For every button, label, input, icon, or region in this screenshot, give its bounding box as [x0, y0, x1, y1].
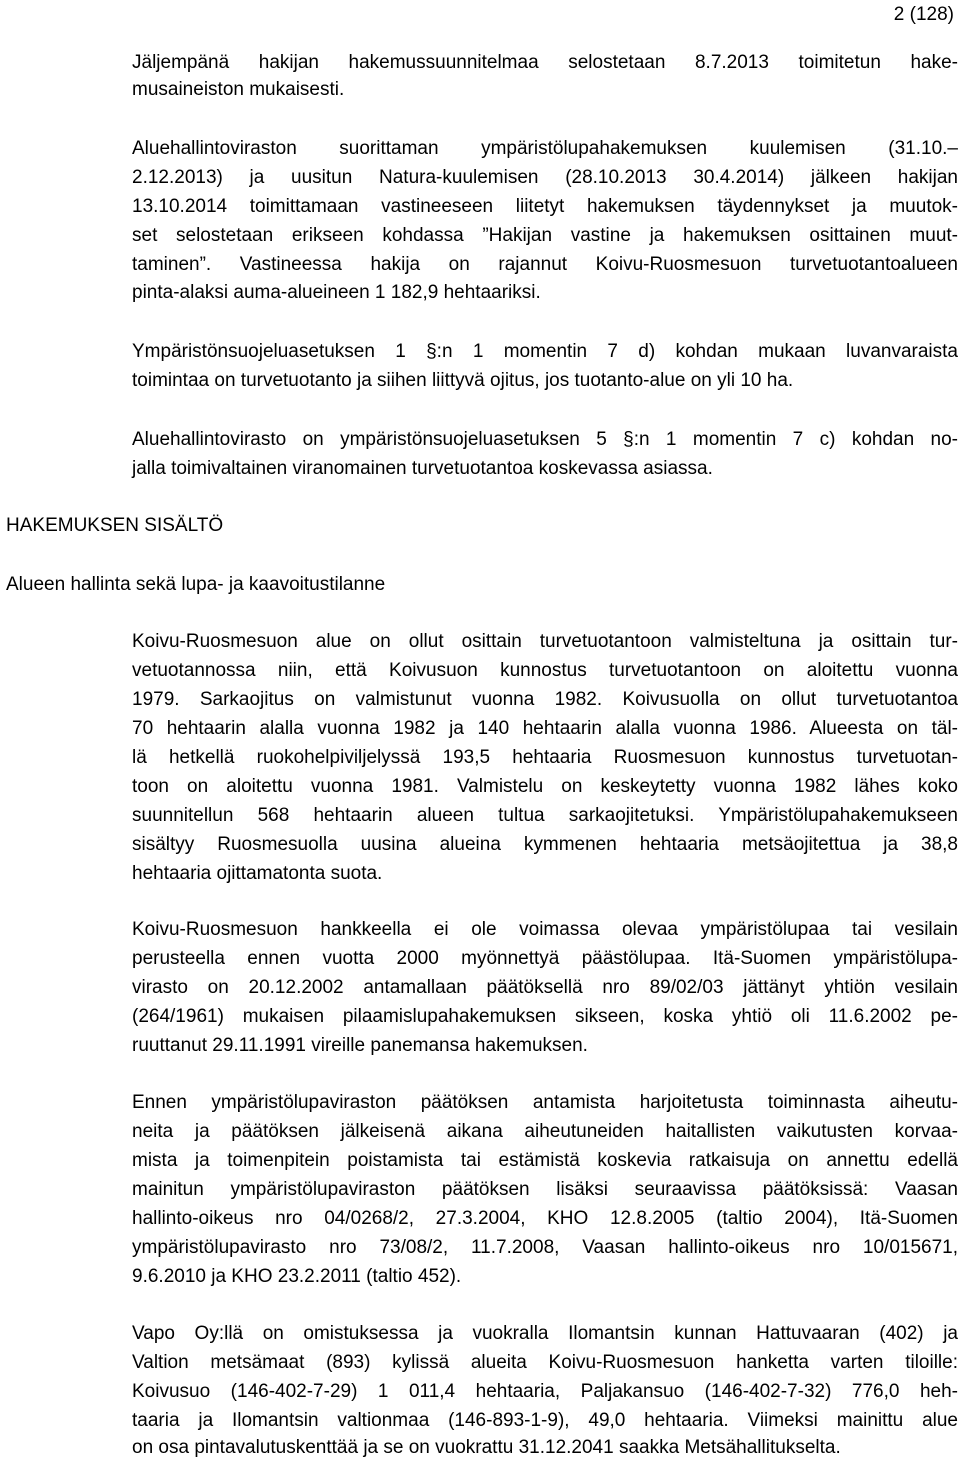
text-line: 2.12.2013) ja uusitun Natura-kuulemisen (28.10.2013 30.4.2014) jälkeen hakijan: [132, 167, 958, 188]
text-line: neita ja päätöksen jälkeisenä aikana aiheutuneiden haitallisten vaikutusten korvaa-: [132, 1121, 958, 1142]
text-line: ympäristölupavirasto nro 73/08/2, 11.7.2008, Vaasan hallinto-oikeus nro 10/015671,: [132, 1237, 958, 1258]
text-line: Ympäristönsuojeluasetuksen 1 §:n 1 momentin 7 d) kohdan mukaan luvanvaraista: [132, 341, 958, 362]
text-line: toimintaa on turvetuotanto ja siihen liittyvä ojitus, jos tuotanto-alue on yli 10 ha.: [132, 370, 794, 391]
text-line: lä hetkellä ruokohelpiviljelyssä 193,5 hehtaaria Ruosmesuon kunnostus turvetuotan-: [132, 747, 958, 768]
text-line: mista ja toimenpitein poistamista tai estämistä koskevia ratkaisuja on annettu edellä: [132, 1150, 958, 1171]
text-line: virasto on 20.12.2002 antamallaan päätöksellä nro 89/02/03 jättänyt yhtiön vesilain: [132, 977, 958, 998]
text-line: 1979. Sarkaojitus on valmistunut vuonna 1982. Koivusuolla on ollut turvetuotantoa: [132, 689, 958, 710]
text-line: set selostetaan erikseen kohdassa ”Hakijan vastine ja hakemuksen osittainen muut-: [132, 225, 958, 246]
text-line: 13.10.2014 toimittamaan vastineeseen liitetyt hakemuksen täydennykset ja muutok-: [132, 196, 958, 217]
text-line: 70 hehtaarin alalla vuonna 1982 ja 140 hehtaarin alalla vuonna 1986. Alueesta on täl-: [132, 718, 958, 739]
text-line: hehtaaria ojittamatonta suota.: [132, 863, 383, 884]
subheading: Alueen hallinta sekä lupa- ja kaavoitustilanne: [6, 574, 386, 595]
section-heading: HAKEMUKSEN SISÄLTÖ: [6, 515, 224, 536]
page-number: 2 (128): [893, 4, 954, 25]
text-line: Koivu-Ruosmesuon hankkeella ei ole voimassa olevaa ympäristölupaa tai vesilain: [132, 919, 958, 940]
text-line: perusteella ennen vuotta 2000 myönnettyä päästölupaa. Itä-Suomen ympäristölupa-: [132, 948, 958, 969]
text-line: taaria ja Ilomantsin valtionmaa (146-893-1-9), 49,0 hehtaaria. Viimeksi mainittu alue: [132, 1410, 958, 1431]
text-line: taminen”. Vastineessa hakija on rajannut Koivu-Ruosmesuon turvetuotantoalueen: [132, 254, 958, 275]
text-line: jalla toimivaltainen viranomainen turvetuotantoa koskevassa asiassa.: [132, 458, 713, 479]
text-line: Vapo Oy:llä on omistuksessa ja vuokralla Ilomantsin kunnan Hattuvaaran (402) ja: [132, 1323, 958, 1344]
text-line: Aluehallintoviraston suorittaman ympäristölupahakemuksen kuulemisen (31.10.–: [132, 138, 958, 159]
text-line: ruuttanut 29.11.1991 vireille panemansa hakemuksen.: [132, 1035, 588, 1056]
text-line: Aluehallintovirasto on ympäristönsuojeluasetuksen 5 §:n 1 momentin 7 c) kohdan no-: [132, 429, 958, 450]
text-line: Koivu-Ruosmesuon alue on ollut osittain turvetuotantoon valmisteltuna ja osittain tur-: [132, 631, 958, 652]
text-line: hallinto-oikeus nro 04/0268/2, 27.3.2004, KHO 12.8.2005 (taltio 2004), Itä-Suomen: [132, 1208, 958, 1229]
text-line: (264/1961) mukaisen pilaamislupahakemuksen sikseen, koska yhtiö oli 11.6.2002 pe-: [132, 1006, 958, 1027]
text-line: Koivusuo (146-402-7-29) 1 011,4 hehtaaria, Paljakansuo (146-402-7-32) 776,0 heh-: [132, 1381, 958, 1402]
text-line: mainitun ympäristölupaviraston päätöksen lisäksi seuraavissa päätöksissä: Vaasan: [132, 1179, 958, 1200]
text-line: 9.6.2010 ja KHO 23.2.2011 (taltio 452).: [132, 1266, 462, 1287]
text-line: Valtion metsämaat (893) kylissä alueita Koivu-Ruosmesuon hanketta varten tiloille:: [132, 1352, 958, 1373]
text-line: on osa pintavalutuskenttää ja se on vuokrattu 31.12.2041 saakka Metsähallitukselta.: [132, 1437, 841, 1458]
text-line: sisältyy Ruosmesuolla uusina alueina kymmenen hehtaaria metsäojitettua ja 38,8: [132, 834, 958, 855]
text-line: Jäljempänä hakijan hakemussuunnitelmaa selostetaan 8.7.2013 toimitetun hake-: [132, 52, 958, 73]
text-line: toon on aloitettu vuonna 1981. Valmistelu on keskeytetty vuonna 1982 lähes koko: [132, 776, 958, 797]
text-line: musaineiston mukaisesti.: [132, 79, 345, 100]
text-line: vetuotannossa niin, että Koivusuon kunnostus turvetuotantoon on aloitettu vuonna: [132, 660, 958, 681]
text-line: pinta-alaksi auma-alueineen 1 182,9 hehtaariksi.: [132, 282, 541, 303]
text-line: Ennen ympäristölupaviraston päätöksen antamista harjoitetusta toiminnasta aiheutu-: [132, 1092, 958, 1113]
text-line: suunnitellun 568 hehtaarin alueen tultua sarkaojitetuksi. Ympäristölupahakemukseen: [132, 805, 958, 826]
